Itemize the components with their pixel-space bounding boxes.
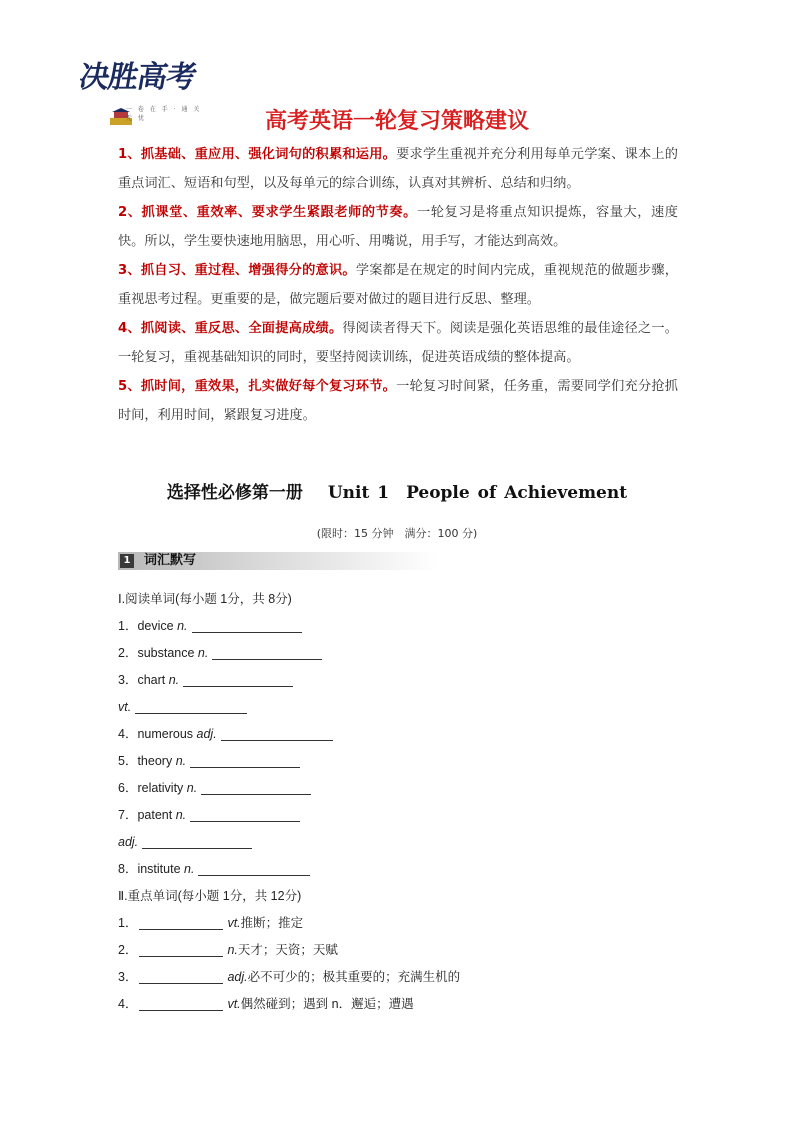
unit-title: 选择性必修第一册 Unit 1 People of Achievement [166,483,628,503]
tip-5 [118,372,678,430]
tip-4 [118,314,678,372]
tip-3 [118,256,678,314]
tip-highlight: 4、抓阅读、重反思、全面提高成绩。 [118,321,343,336]
list-item [118,964,678,991]
item-pos: adj. [118,835,139,849]
tip-body: 要求学生重视并充分利用每单元学案、课本上的重点词汇、短语和句型，以及每单元的综合训练，认真对其辨析、总结和归纳。 [118,147,678,191]
item-word: patent [137,808,173,822]
time-limit: (限时：15 分钟 满分：100 分) [316,527,478,540]
item-number: 1． [118,916,138,930]
section-header [118,552,438,570]
item-number: 6． [118,781,138,795]
item-number: 1． [118,619,138,633]
answer-blank[interactable] [201,780,311,795]
logo-subtitle: 一 卷 在 手 · 通 关 无 忧 [126,106,202,122]
item-pos: vt. [227,916,241,930]
list-item [118,613,678,640]
list-item [118,856,678,883]
part1-header: Ⅰ.阅读单词(每小题 1分，共 8分) [118,592,292,606]
answer-blank[interactable] [190,807,300,822]
answer-blank[interactable] [139,915,223,930]
tip-body: 一轮复习是将重点知识提炼，容量大，速度快。所以，学生要快速地用脑思，用心听、用嘴说，用手写，才能达到高效。 [118,205,678,249]
item-pos: n. [197,646,209,660]
item-number: 8． [118,862,138,876]
list-item [118,937,678,964]
tip-body: 学案都是在规定的时间内完成，重视规范的做题步骤，重视思考过程。更重要的是，做完题后要对做过的题目进行反思、整理。 [118,263,678,307]
item-meaning: 推断；推定 [240,916,304,930]
item-number: 3． [118,970,138,984]
document-title: 高考英语一轮复习策略建议 [264,109,529,134]
answer-blank[interactable] [139,969,223,984]
tip-body: 得阅读者得天下。阅读是强化英语思维的最佳途径之一。一轮复习，重视基础知识的同时，要坚持阅读训练，促进英语成绩的整体提高。 [118,321,678,365]
section-number: 1 [120,554,134,568]
item-word: relativity [137,781,184,795]
item-pos: n. [168,673,180,687]
answer-blank[interactable] [142,834,252,849]
item-meaning: 必不可少的；极其重要的；充满生机的 [247,970,461,984]
item-pos: n. [175,808,187,822]
item-pos: n. [186,781,198,795]
item-word: institute [137,862,181,876]
answer-blank[interactable] [198,861,310,876]
item-pos: n. [177,619,188,633]
list-item [118,721,678,748]
tip-highlight: 5、抓时间，重效果，扎实做好每个复习环节。 [118,379,397,394]
list-item [118,694,678,721]
item-pos: n. [175,754,187,768]
answer-blank[interactable] [135,699,247,714]
tip-highlight: 3、抓自习、重过程、增强得分的意识。 [118,263,356,278]
item-number: 4． [118,727,138,741]
item-meaning: 偶然碰到；遇到 n．邂逅；遭遇 [240,997,414,1011]
item-word: numerous [137,727,194,741]
list-item [118,802,678,829]
item-number: 7． [118,808,138,822]
item-meaning: 天才；天资；天赋 [237,943,338,957]
list-item [118,829,678,856]
tip-2 [118,198,678,256]
item-pos: adj. [196,727,217,741]
answer-blank[interactable] [192,618,302,633]
item-number: 2． [118,646,138,660]
answer-blank[interactable] [212,645,322,660]
list-item [118,748,678,775]
answer-blank[interactable] [190,753,300,768]
item-number: 3． [118,673,138,687]
tip-1 [118,140,678,198]
answer-blank[interactable] [221,726,333,741]
item-pos: n. [184,862,195,876]
list-item [118,991,678,1018]
answer-blank[interactable] [183,672,293,687]
list-item [118,667,678,694]
item-pos: adj. [227,970,248,984]
item-number: 2． [118,943,138,957]
list-item [118,640,678,667]
part2-header: Ⅱ.重点单词(每小题 1分，共 12分) [118,889,302,903]
strategy-tips [118,140,678,430]
item-word: theory [137,754,173,768]
item-number: 5． [118,754,138,768]
tip-highlight: 1、抓基础、重应用、强化词句的积累和运用。 [118,147,397,162]
item-word: substance [137,646,195,660]
section-label: 词汇默写 [144,553,197,568]
item-word: device [137,619,174,633]
tip-body: 一轮复习时间紧，任务重，需要同学们充分抢抓时间，利用时间，紧跟复习进度。 [118,379,678,423]
list-item [118,910,678,937]
item-pos: vt. [118,700,132,714]
logo-text: 决胜高考 [76,60,199,95]
item-pos: vt. [227,997,241,1011]
question-list [118,586,678,1018]
item-word: chart [137,673,166,687]
item-number: 4． [118,997,138,1011]
item-pos: n. [227,943,238,957]
answer-blank[interactable] [139,996,223,1011]
answer-blank[interactable] [139,942,223,957]
tip-highlight: 2、抓课堂、重效率、要求学生紧跟老师的节奏。 [118,205,417,220]
list-item [118,775,678,802]
